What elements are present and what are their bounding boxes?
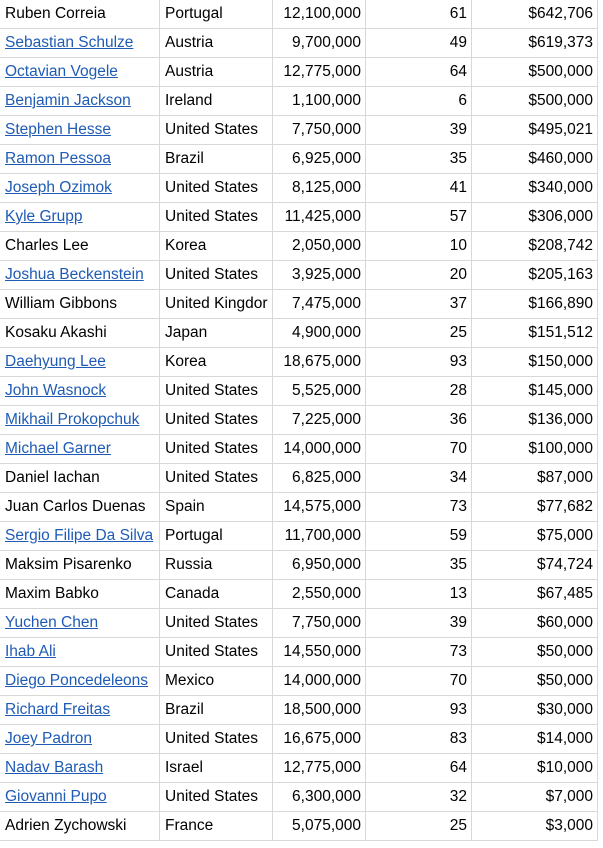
country-cell[interactable]: United States xyxy=(160,261,273,290)
country-cell[interactable]: Brazil xyxy=(160,696,273,725)
amount-cell[interactable]: 12,775,000 xyxy=(273,58,366,87)
player-name-link[interactable]: Nadav Barash xyxy=(5,759,104,776)
amount-cell[interactable]: 9,700,000 xyxy=(273,29,366,58)
money-cell[interactable]: $75,000 xyxy=(472,522,598,551)
country-cell[interactable]: Portugal xyxy=(160,522,273,551)
count-cell[interactable]: 34 xyxy=(366,464,472,493)
player-name: Kosaku Akashi xyxy=(5,324,107,341)
amount-cell[interactable]: 12,100,000 xyxy=(273,0,366,29)
player-name: Ruben Correia xyxy=(5,5,106,22)
name-cell[interactable] xyxy=(0,667,160,696)
money-cell[interactable]: $50,000 xyxy=(472,667,598,696)
money-cell[interactable]: $100,000 xyxy=(472,435,598,464)
player-name: William Gibbons xyxy=(5,295,117,312)
player-name: Charles Lee xyxy=(5,237,89,254)
name-cell[interactable] xyxy=(0,522,160,551)
player-name-link[interactable]: Giovanni Pupo xyxy=(5,788,107,805)
table-row xyxy=(0,232,598,261)
money-cell[interactable]: $151,512 xyxy=(472,319,598,348)
player-name-link[interactable]: Ramon Pessoa xyxy=(5,150,111,167)
table-row xyxy=(0,261,598,290)
table-row xyxy=(0,29,598,58)
count-cell[interactable]: 35 xyxy=(366,551,472,580)
amount-cell[interactable]: 4,900,000 xyxy=(273,319,366,348)
player-name-link[interactable]: Octavian Vogele xyxy=(5,63,118,80)
count-cell[interactable]: 61 xyxy=(366,0,472,29)
money-cell[interactable]: $642,706 xyxy=(472,0,598,29)
amount-cell[interactable]: 14,550,000 xyxy=(273,638,366,667)
count-cell[interactable]: 25 xyxy=(366,319,472,348)
count-cell[interactable]: 93 xyxy=(366,348,472,377)
count-cell[interactable]: 20 xyxy=(366,261,472,290)
count-cell[interactable]: 41 xyxy=(366,174,472,203)
name-cell[interactable] xyxy=(0,58,160,87)
table-row xyxy=(0,464,598,493)
count-cell[interactable]: 64 xyxy=(366,58,472,87)
player-name-link[interactable]: Sergio Filipe Da Silva xyxy=(5,527,154,544)
name-cell[interactable] xyxy=(0,406,160,435)
country-cell[interactable]: Spain xyxy=(160,493,273,522)
country-cell[interactable]: Korea xyxy=(160,232,273,261)
table-row xyxy=(0,58,598,87)
amount-cell[interactable]: 14,575,000 xyxy=(273,493,366,522)
player-name-link[interactable]: Daehyung Lee xyxy=(5,353,106,370)
table-row xyxy=(0,812,598,841)
table-row xyxy=(0,348,598,377)
country-cell[interactable]: United States xyxy=(160,609,273,638)
country-cell[interactable]: Canada xyxy=(160,580,273,609)
money-cell[interactable]: $495,021 xyxy=(472,116,598,145)
name-cell[interactable] xyxy=(0,696,160,725)
country-cell[interactable]: United States xyxy=(160,377,273,406)
name-cell[interactable] xyxy=(0,812,160,841)
table-row xyxy=(0,493,598,522)
table-row xyxy=(0,435,598,464)
amount-cell[interactable]: 7,750,000 xyxy=(273,116,366,145)
player-name-link[interactable]: Kyle Grupp xyxy=(5,208,83,225)
count-cell[interactable]: 25 xyxy=(366,812,472,841)
player-name-link[interactable]: Michael Garner xyxy=(5,440,111,457)
money-cell[interactable]: $208,742 xyxy=(472,232,598,261)
amount-cell[interactable]: 3,925,000 xyxy=(273,261,366,290)
player-name-link[interactable]: Joey Padron xyxy=(5,730,93,747)
money-cell[interactable]: $30,000 xyxy=(472,696,598,725)
player-name-link[interactable]: Joseph Ozimok xyxy=(5,179,112,196)
player-name-link[interactable]: Yuchen Chen xyxy=(5,614,99,631)
table-row xyxy=(0,0,598,29)
player-name-link[interactable]: Ihab Ali xyxy=(5,643,56,660)
name-cell[interactable] xyxy=(0,145,160,174)
country-cell[interactable]: United States xyxy=(160,203,273,232)
count-cell[interactable]: 39 xyxy=(366,116,472,145)
money-cell[interactable]: $60,000 xyxy=(472,609,598,638)
amount-cell[interactable]: 5,525,000 xyxy=(273,377,366,406)
amount-cell[interactable]: 18,675,000 xyxy=(273,348,366,377)
name-cell[interactable] xyxy=(0,464,160,493)
amount-cell[interactable]: 14,000,000 xyxy=(273,435,366,464)
player-name-link[interactable]: John Wasnock xyxy=(5,382,107,399)
player-name-link[interactable]: Benjamin Jackson xyxy=(5,92,131,109)
name-cell[interactable] xyxy=(0,261,160,290)
player-name-link[interactable]: Mikhail Prokopchuk xyxy=(5,411,140,428)
table-row xyxy=(0,290,598,319)
table-row xyxy=(0,87,598,116)
name-cell[interactable] xyxy=(0,725,160,754)
name-cell[interactable] xyxy=(0,377,160,406)
amount-cell[interactable]: 6,925,000 xyxy=(273,145,366,174)
count-cell[interactable]: 28 xyxy=(366,377,472,406)
money-cell[interactable]: $3,000 xyxy=(472,812,598,841)
money-cell[interactable]: $500,000 xyxy=(472,58,598,87)
count-cell[interactable]: 32 xyxy=(366,783,472,812)
table-row xyxy=(0,174,598,203)
country-cell[interactable]: United States xyxy=(160,725,273,754)
count-cell[interactable]: 37 xyxy=(366,290,472,319)
table-row xyxy=(0,203,598,232)
player-name-link[interactable]: Joshua Beckenstein xyxy=(5,266,144,283)
count-cell[interactable]: 93 xyxy=(366,696,472,725)
amount-cell[interactable]: 7,475,000 xyxy=(273,290,366,319)
table-row xyxy=(0,667,598,696)
table-row xyxy=(0,377,598,406)
table-row xyxy=(0,580,598,609)
count-cell[interactable]: 36 xyxy=(366,406,472,435)
country-cell[interactable]: Austria xyxy=(160,58,273,87)
name-cell[interactable] xyxy=(0,232,160,261)
amount-cell[interactable]: 6,825,000 xyxy=(273,464,366,493)
amount-cell[interactable]: 16,675,000 xyxy=(273,725,366,754)
amount-cell[interactable]: 11,425,000 xyxy=(273,203,366,232)
country-cell[interactable]: United States xyxy=(160,783,273,812)
country-cell[interactable]: Mexico xyxy=(160,667,273,696)
table-row xyxy=(0,406,598,435)
money-cell[interactable]: $50,000 xyxy=(472,638,598,667)
player-name: Maksim Pisarenko xyxy=(5,556,132,573)
player-name-link[interactable]: Diego Poncedeleons xyxy=(5,672,149,689)
name-cell[interactable] xyxy=(0,783,160,812)
count-cell[interactable]: 49 xyxy=(366,29,472,58)
table-row xyxy=(0,551,598,580)
amount-cell[interactable]: 7,750,000 xyxy=(273,609,366,638)
amount-cell[interactable]: 1,100,000 xyxy=(273,87,366,116)
name-cell[interactable] xyxy=(0,174,160,203)
count-cell[interactable]: 10 xyxy=(366,232,472,261)
name-cell[interactable] xyxy=(0,0,160,29)
table-row xyxy=(0,522,598,551)
amount-cell[interactable]: 18,500,000 xyxy=(273,696,366,725)
amount-cell[interactable]: 6,950,000 xyxy=(273,551,366,580)
country-cell[interactable]: United States xyxy=(160,116,273,145)
name-cell[interactable] xyxy=(0,348,160,377)
amount-cell[interactable]: 11,700,000 xyxy=(273,522,366,551)
country-cell[interactable]: Korea xyxy=(160,348,273,377)
count-cell[interactable]: 13 xyxy=(366,580,472,609)
count-cell[interactable]: 83 xyxy=(366,725,472,754)
player-name-link[interactable]: Richard Freitas xyxy=(5,701,111,718)
name-cell[interactable] xyxy=(0,87,160,116)
money-cell[interactable]: $14,000 xyxy=(472,725,598,754)
name-cell[interactable] xyxy=(0,290,160,319)
money-cell[interactable]: $74,724 xyxy=(472,551,598,580)
money-cell[interactable]: $10,000 xyxy=(472,754,598,783)
amount-cell[interactable]: 2,050,000 xyxy=(273,232,366,261)
name-cell[interactable] xyxy=(0,116,160,145)
money-cell[interactable]: $67,485 xyxy=(472,580,598,609)
table-row xyxy=(0,696,598,725)
name-cell[interactable] xyxy=(0,435,160,464)
table-row xyxy=(0,145,598,174)
count-cell[interactable]: 70 xyxy=(366,435,472,464)
count-cell[interactable]: 73 xyxy=(366,638,472,667)
money-cell[interactable]: $619,373 xyxy=(472,29,598,58)
name-cell[interactable] xyxy=(0,493,160,522)
money-cell[interactable]: $87,000 xyxy=(472,464,598,493)
name-cell[interactable] xyxy=(0,319,160,348)
name-cell[interactable] xyxy=(0,609,160,638)
table-row xyxy=(0,638,598,667)
country-cell[interactable]: United States xyxy=(160,406,273,435)
name-cell[interactable] xyxy=(0,580,160,609)
table-row xyxy=(0,754,598,783)
name-cell[interactable] xyxy=(0,29,160,58)
player-name-link[interactable]: Stephen Hesse xyxy=(5,121,111,138)
player-name: Maxim Babko xyxy=(5,585,99,602)
count-cell[interactable]: 59 xyxy=(366,522,472,551)
country-cell[interactable]: France xyxy=(160,812,273,841)
name-cell[interactable] xyxy=(0,754,160,783)
country-cell[interactable]: United Kingdor xyxy=(160,290,273,319)
country-cell[interactable]: Ireland xyxy=(160,87,273,116)
table-row xyxy=(0,725,598,754)
amount-cell[interactable]: 7,225,000 xyxy=(273,406,366,435)
count-cell[interactable]: 70 xyxy=(366,667,472,696)
money-cell[interactable]: $136,000 xyxy=(472,406,598,435)
country-cell[interactable]: United States xyxy=(160,464,273,493)
amount-cell[interactable]: 12,775,000 xyxy=(273,754,366,783)
count-cell[interactable]: 64 xyxy=(366,754,472,783)
amount-cell[interactable]: 6,300,000 xyxy=(273,783,366,812)
money-cell[interactable]: $145,000 xyxy=(472,377,598,406)
player-name: Adrien Zychowski xyxy=(5,817,127,834)
table-row xyxy=(0,116,598,145)
table-row xyxy=(0,783,598,812)
table-row xyxy=(0,319,598,348)
money-cell[interactable]: $500,000 xyxy=(472,87,598,116)
money-cell[interactable]: $166,890 xyxy=(472,290,598,319)
count-cell[interactable]: 39 xyxy=(366,609,472,638)
player-name: Daniel Iachan xyxy=(5,469,100,486)
country-cell[interactable]: Japan xyxy=(160,319,273,348)
money-cell[interactable]: $150,000 xyxy=(472,348,598,377)
name-cell[interactable] xyxy=(0,203,160,232)
amount-cell[interactable]: 14,000,000 xyxy=(273,667,366,696)
country-cell[interactable]: United States xyxy=(160,435,273,464)
money-cell[interactable]: $77,682 xyxy=(472,493,598,522)
country-cell[interactable]: Russia xyxy=(160,551,273,580)
country-cell[interactable]: Israel xyxy=(160,754,273,783)
money-cell[interactable]: $205,163 xyxy=(472,261,598,290)
count-cell[interactable]: 35 xyxy=(366,145,472,174)
money-cell[interactable]: $460,000 xyxy=(472,145,598,174)
country-cell[interactable]: United States xyxy=(160,174,273,203)
player-name: Juan Carlos Duenas xyxy=(5,498,146,515)
count-cell[interactable]: 6 xyxy=(366,87,472,116)
country-cell[interactable]: Brazil xyxy=(160,145,273,174)
amount-cell[interactable]: 8,125,000 xyxy=(273,174,366,203)
name-cell[interactable] xyxy=(0,638,160,667)
country-cell[interactable]: Portugal xyxy=(160,0,273,29)
amount-cell[interactable]: 2,550,000 xyxy=(273,580,366,609)
money-cell[interactable]: $7,000 xyxy=(472,783,598,812)
country-cell[interactable]: United States xyxy=(160,638,273,667)
table-row xyxy=(0,609,598,638)
count-cell[interactable]: 57 xyxy=(366,203,472,232)
amount-cell[interactable]: 5,075,000 xyxy=(273,812,366,841)
money-cell[interactable]: $340,000 xyxy=(472,174,598,203)
player-name-link[interactable]: Sebastian Schulze xyxy=(5,34,134,51)
count-cell[interactable]: 73 xyxy=(366,493,472,522)
country-cell[interactable]: Austria xyxy=(160,29,273,58)
money-cell[interactable]: $306,000 xyxy=(472,203,598,232)
name-cell[interactable] xyxy=(0,551,160,580)
